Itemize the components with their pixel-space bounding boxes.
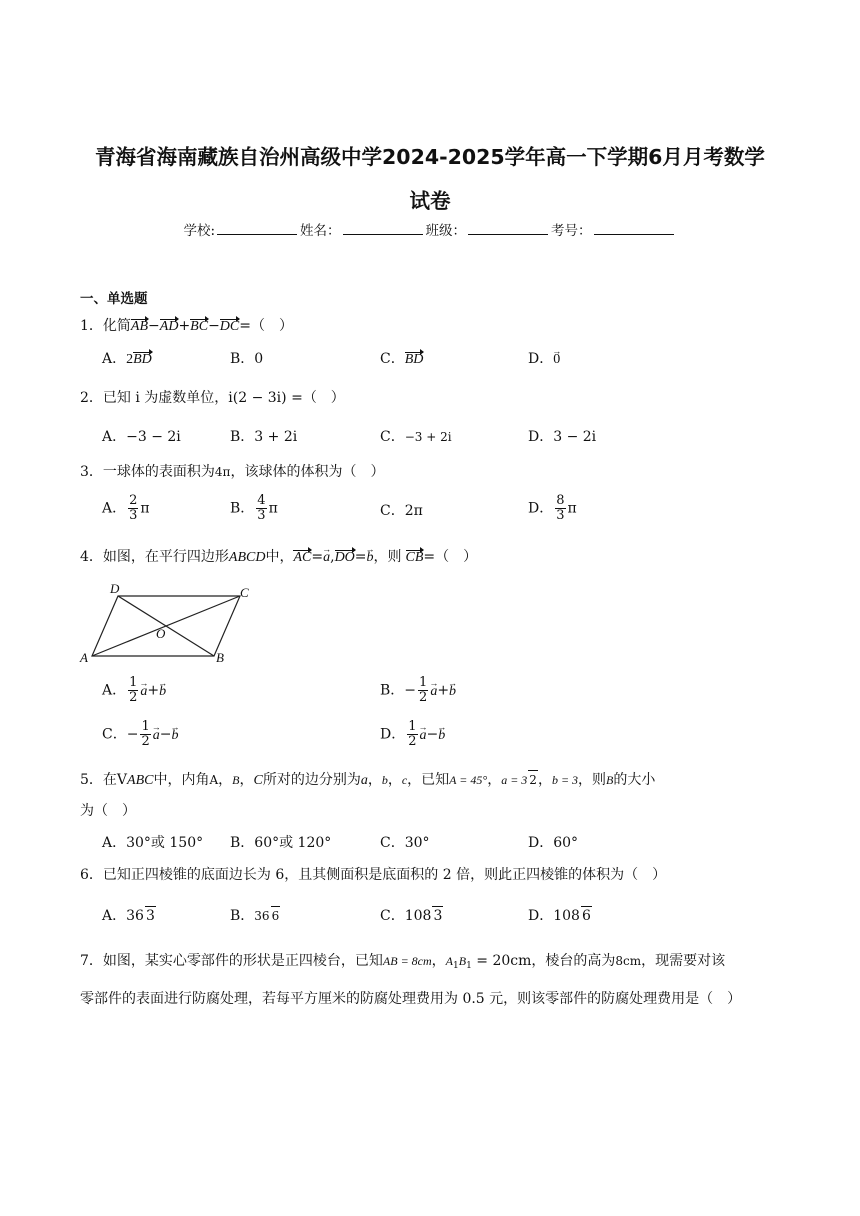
q5-option-d[interactable]: D．60°: [528, 835, 579, 851]
q7-sub: 1: [466, 961, 472, 971]
q2-option-d[interactable]: D．3 − 2i: [528, 429, 597, 445]
question-5: [80, 770, 655, 790]
vertex-b-label: B: [216, 650, 224, 664]
denominator: 3: [556, 508, 565, 523]
q4-vec-b: b →: [367, 549, 374, 567]
q4-option-c[interactable]: [102, 720, 178, 749]
option-label: D．: [528, 351, 554, 367]
numerator: 8: [556, 493, 565, 508]
q4-then: ，则: [373, 549, 402, 565]
q5-angle-c: C: [253, 773, 263, 788]
class-blank[interactable]: [468, 222, 548, 235]
q1-d-vec: 0 →: [553, 351, 560, 369]
numerator: 1: [141, 719, 150, 734]
q5-text: ，则: [578, 772, 607, 788]
q4-mid: 中，: [265, 549, 294, 565]
q5-sqrt: 2: [528, 770, 538, 789]
center-o-label: O: [156, 626, 166, 641]
q4-prefix: 4．如图，在平行四边形: [80, 549, 229, 565]
vec-b: b →: [159, 683, 166, 701]
exam-title-line2: 试卷: [409, 189, 451, 213]
fraction: [418, 676, 428, 705]
coef: 108: [404, 908, 432, 924]
denominator: 2: [129, 690, 138, 705]
sqrt: 3: [433, 908, 443, 924]
q1-vector-ab: AB: [130, 319, 149, 334]
option-label: A．: [102, 351, 127, 367]
diagonal-bd: [118, 596, 214, 656]
q3-area: 4π: [214, 465, 231, 479]
operator: +: [437, 682, 450, 699]
vertex-c-label: C: [240, 585, 249, 600]
number-label: 考号：: [551, 223, 592, 239]
vec-b: b →: [438, 727, 445, 745]
exam-title-line1: 青海省海南藏族自治州高级中学2024-2025学年高一下学期6月月考数学: [95, 145, 765, 169]
q6-option-b[interactable]: [230, 906, 280, 925]
q7-ab: AB = 8cm: [382, 954, 432, 968]
q3-option-a[interactable]: [102, 494, 150, 523]
fraction: [555, 494, 565, 523]
q1-op: −: [148, 318, 160, 334]
school-blank[interactable]: [217, 222, 297, 235]
class-label: 班级：: [425, 223, 467, 239]
question-6: 6．已知正四棱锥的底面边长为 6，且其侧面积是底面积的 2 倍，则此正四棱锥的体积为（ ）: [80, 867, 667, 883]
coef: 108: [553, 908, 580, 924]
option-label: B．: [230, 500, 255, 517]
q4-vector-cb: CB: [405, 550, 424, 565]
q4-shape: ABCD: [228, 550, 266, 565]
fraction: [128, 676, 138, 705]
name-blank[interactable]: [343, 222, 423, 235]
q5-angle-a: A: [209, 773, 219, 787]
q3-prefix: 3．一球体的表面积为: [80, 464, 215, 480]
coef: 36: [126, 908, 144, 924]
q2-option-b[interactable]: B．3 + 2i: [230, 429, 298, 445]
q1-option-a[interactable]: [102, 350, 152, 369]
q5-sep: ，: [387, 772, 402, 788]
operator: +: [147, 682, 160, 699]
q5-option-b[interactable]: B．60°或 120°: [230, 835, 332, 851]
question-3: [80, 463, 384, 481]
q4-vector-ac: AC: [293, 550, 312, 565]
option-label: D．: [380, 726, 406, 743]
numerator: 1: [408, 719, 417, 734]
q1-vector-dc: DC: [219, 319, 240, 334]
option-label: B．: [230, 908, 255, 924]
q5-side-a: a: [360, 773, 368, 788]
q5-angle-b: B: [232, 773, 240, 787]
q4-eq: =: [311, 549, 324, 565]
fraction: [128, 494, 138, 523]
sqrt: 3: [145, 908, 155, 924]
q5-sep: ，: [239, 772, 254, 788]
vec-b: b →: [171, 727, 178, 745]
question-2: [80, 389, 345, 407]
sign: −: [404, 682, 417, 699]
q6-option-d[interactable]: [528, 906, 592, 925]
q4-vector-do: DO: [334, 550, 355, 565]
q5-cond-a: A = 45°: [449, 773, 488, 787]
q4-option-b[interactable]: [380, 676, 456, 705]
q5-side-c: c: [401, 773, 408, 787]
pi: π: [140, 500, 150, 517]
q1-op: +: [178, 318, 191, 334]
numerator: 2: [129, 493, 138, 508]
name-label: 姓名：: [300, 223, 341, 239]
q2-option-c[interactable]: [380, 428, 452, 446]
q5-sep: ，: [218, 772, 233, 788]
fraction: [140, 720, 150, 749]
vec-b: b →: [449, 683, 456, 701]
denominator: 3: [129, 508, 138, 523]
q1-suffix: =（ ）: [239, 318, 293, 334]
q4-suffix: =（ ）: [423, 549, 478, 565]
q7-sub: 1: [453, 961, 459, 971]
q2-prefix: 2．已知 i 为虚数单位，: [80, 390, 229, 406]
q4-comma: ,: [330, 549, 335, 565]
q1-c-vec: BD: [404, 352, 424, 367]
q7-text: ，棱台的高为: [531, 953, 616, 969]
q2-c-value: −3 + 2i: [404, 430, 452, 444]
sign: −: [126, 726, 139, 743]
question-7-line2: 零部件的表面进行防腐处理，若每平方厘米的防腐处理费用为 0.5 元，则该零部件的防腐处理费用是（ ）: [80, 991, 742, 1007]
q7-a1: A: [445, 954, 453, 968]
fraction: [407, 720, 417, 749]
q5-text: 的大小: [613, 772, 656, 788]
question-7: [80, 952, 725, 975]
fraction: [256, 494, 266, 523]
operator: −: [426, 726, 439, 743]
q1-option-c[interactable]: [380, 350, 423, 369]
q7-sep: ，: [431, 953, 446, 969]
q1-vector-ad: AD: [159, 319, 179, 334]
q3-option-d[interactable]: [528, 494, 577, 523]
denominator: 2: [141, 734, 150, 749]
q1-a-vec: BD: [133, 352, 152, 367]
vec-a: a →: [140, 683, 147, 701]
option-label: C．: [380, 429, 405, 445]
vertex-d-label: D: [110, 581, 120, 596]
number-blank[interactable]: [594, 222, 674, 235]
q7-b1: B: [458, 954, 467, 968]
vec-a: a →: [420, 727, 427, 745]
q7-text: 7．如图，某实心零部件的形状是正四棱台，已知: [80, 953, 383, 969]
option-label: A．: [102, 682, 127, 699]
sqrt: 6: [271, 906, 281, 925]
q4-eq: =: [354, 549, 367, 565]
q7-height: 8cm: [615, 954, 642, 968]
parallelogram-figure: [78, 580, 258, 664]
coef: 36: [254, 909, 270, 923]
option-label: C．: [380, 351, 405, 367]
q6-option-a[interactable]: [102, 906, 156, 925]
question-5-line2: 为（ ）: [80, 803, 136, 819]
q4-option-d[interactable]: [380, 720, 445, 749]
q5-sep: ，: [487, 772, 502, 788]
q5-text: ，已知: [407, 772, 450, 788]
option-label: A．: [102, 908, 127, 924]
school-label: 学校:: [183, 223, 216, 239]
q1-op: −: [208, 318, 220, 334]
option-label: B．: [380, 682, 405, 699]
denominator: 2: [408, 734, 417, 749]
q1-option-d[interactable]: [528, 350, 560, 369]
question-4: [80, 548, 477, 567]
q4-option-a[interactable]: [102, 676, 166, 705]
q1-a-coef: 2: [126, 352, 134, 367]
pi: π: [268, 500, 278, 517]
vertex-a-label: A: [80, 650, 88, 664]
q7-text: ，现需要对该: [641, 953, 726, 969]
q6-option-c[interactable]: [380, 906, 443, 925]
option-label: C．: [380, 908, 405, 924]
q5-side-b: b: [381, 773, 388, 787]
q2-option-a[interactable]: A．−3 − 2i: [102, 429, 181, 445]
q5-triangle: ABC: [127, 773, 154, 788]
numerator: 4: [257, 493, 266, 508]
q1-option-b[interactable]: B．0: [230, 351, 264, 367]
denominator: 3: [257, 508, 266, 523]
q5-option-a[interactable]: A．30°或 150°: [102, 835, 204, 851]
q5-angle-b-query: B: [606, 773, 614, 787]
option-label: D．: [528, 500, 554, 517]
q7-a1b1-value: = 20cm: [471, 953, 532, 969]
vec-a: a →: [430, 683, 437, 701]
option-label: C．: [102, 726, 127, 743]
q3-option-b[interactable]: [230, 494, 278, 523]
q3-option-c[interactable]: C．2π: [380, 503, 423, 519]
denominator: 2: [419, 690, 428, 705]
q1-prefix: 1．化简: [80, 318, 131, 334]
pi: π: [567, 500, 577, 517]
q5-sep: ，: [537, 772, 552, 788]
q5-cond-b: b = 3: [551, 773, 579, 787]
student-info-row: [0, 219, 860, 239]
q3-suffix: ，该球体的体积为（ ）: [230, 464, 385, 480]
operator: −: [159, 726, 172, 743]
q5-text: 中，内角: [153, 772, 210, 788]
q2-expression: i(2 − 3i) =: [228, 390, 303, 406]
section-heading: 一、单选题: [80, 291, 148, 307]
numerator: 1: [129, 675, 138, 690]
question-1: [80, 317, 293, 336]
q5-sep: ，: [367, 772, 382, 788]
q4-vec-a: a →: [323, 549, 330, 567]
q2-suffix: （ ）: [302, 390, 345, 406]
q5-prefix: 5．在V: [80, 772, 128, 788]
option-label: A．: [102, 500, 127, 517]
vec-a: a →: [153, 727, 160, 745]
q5-cond-side-a: a = 3: [501, 773, 528, 787]
option-label: D．: [528, 908, 554, 924]
q5-option-c[interactable]: C．30°: [380, 835, 430, 851]
q1-vector-bc: BC: [190, 319, 209, 334]
sqrt: 6: [581, 908, 591, 924]
q5-text: 所对的边分别为: [262, 772, 361, 788]
numerator: 1: [419, 675, 428, 690]
